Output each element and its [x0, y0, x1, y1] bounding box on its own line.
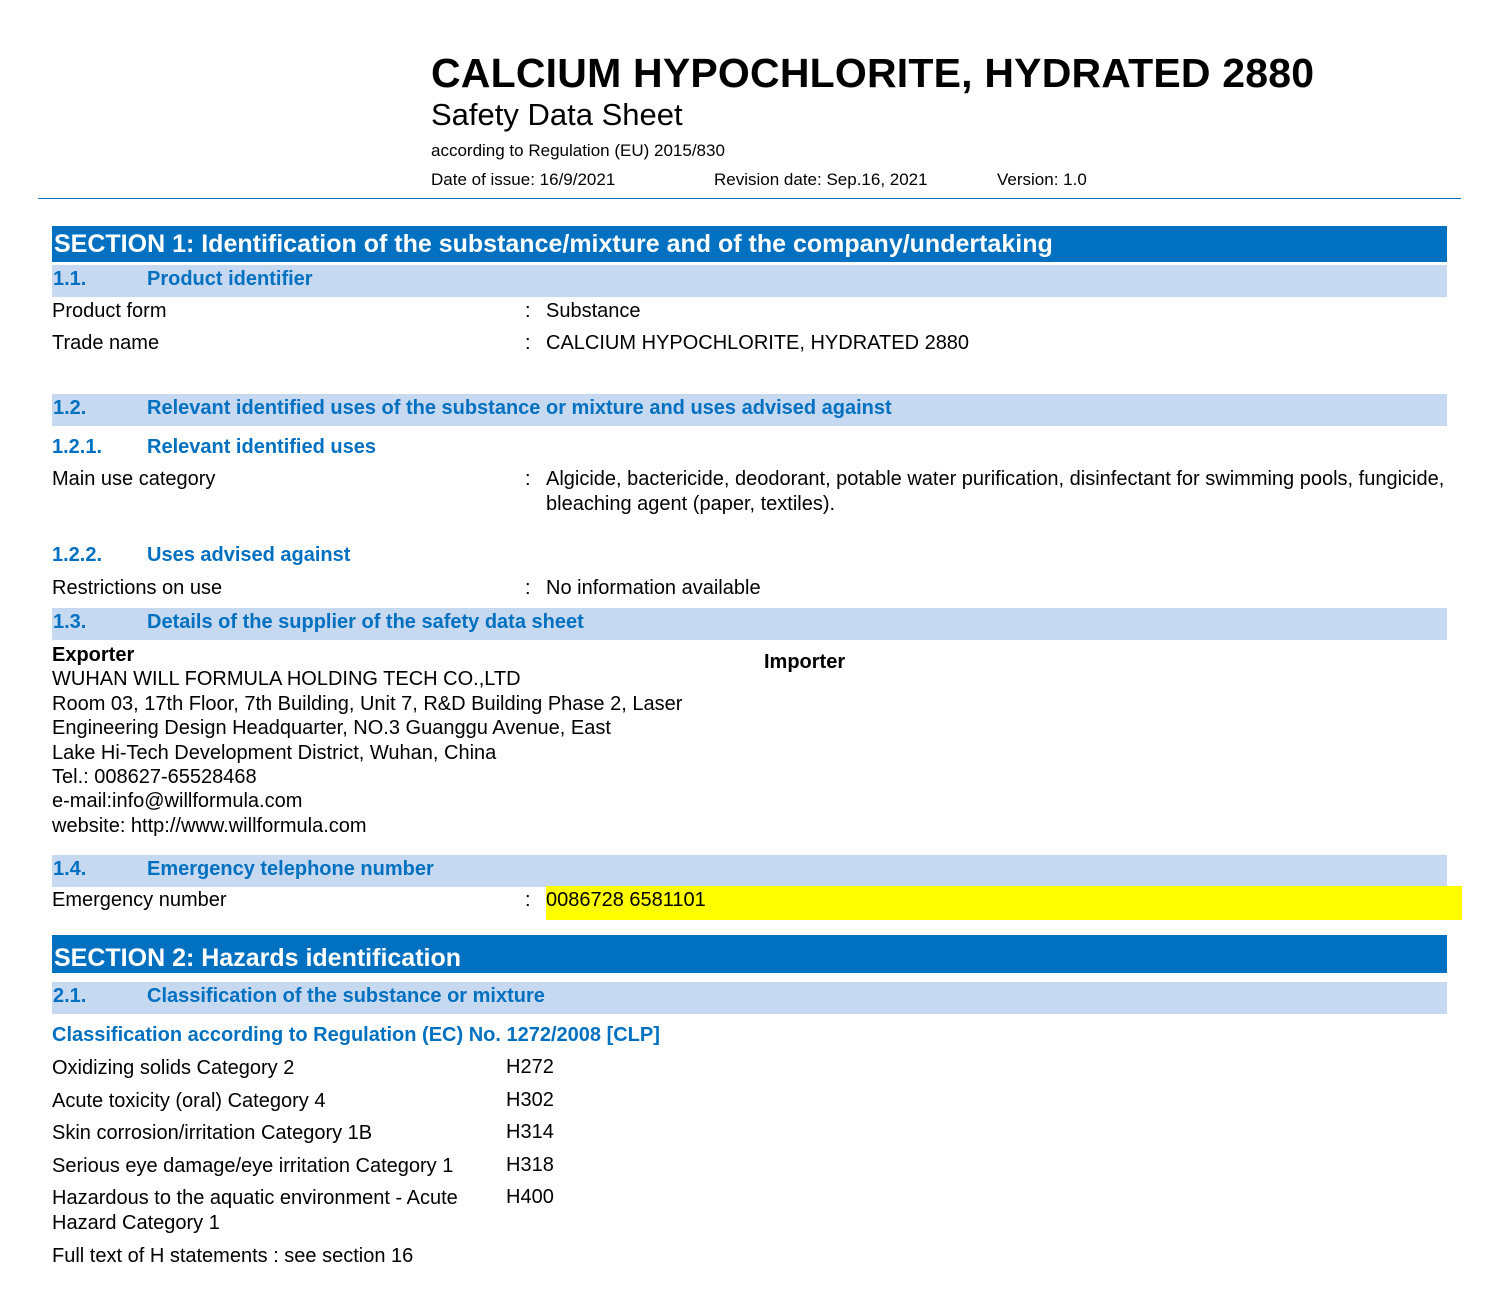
date-of-issue: Date of issue: 16/9/2021: [431, 170, 616, 189]
exporter-block: [52, 643, 682, 838]
subsection-1-2-header: [52, 394, 1447, 426]
colon: :: [525, 332, 531, 354]
classification-name: Skin corrosion/irritation Category 1B: [52, 1122, 373, 1144]
subsection-title: Uses advised against: [147, 544, 351, 566]
section-1-header: SECTION 1: Identification of the substance/mixture and of the company/undertaking: [52, 226, 1447, 262]
emergency-number-label: Emergency number: [52, 889, 227, 911]
subsection-1-3-header: [52, 608, 1447, 640]
classification-name: Acute toxicity (oral) Category 4: [52, 1090, 326, 1112]
document-subtitle: Safety Data Sheet: [431, 97, 683, 132]
hazard-code: H272: [506, 1056, 554, 1078]
importer-heading: Importer: [764, 651, 846, 673]
subsection-title: Details of the supplier of the safety data sheet: [147, 611, 584, 633]
exporter-address-line: Engineering Design Headquarter, NO.3 Guanggu Avenue, East: [52, 717, 611, 740]
trade-name-label: Trade name: [52, 332, 160, 354]
emergency-number-value: 0086728 6581101: [546, 889, 706, 911]
hazard-code: H302: [506, 1089, 554, 1111]
exporter-phone: Tel.: 008627-65528468: [52, 766, 257, 789]
subsection-1-1-header: [52, 265, 1447, 297]
product-form-value: Substance: [546, 300, 641, 322]
subsection-title: Relevant identified uses of the substance or mixture and uses advised against: [147, 397, 892, 419]
main-use-label: Main use category: [52, 468, 216, 490]
subsection-number: 1.2.1.: [52, 436, 103, 458]
restrictions-value: No information available: [546, 577, 761, 599]
colon: :: [525, 300, 531, 322]
restrictions-label: Restrictions on use: [52, 577, 223, 599]
exporter-website: website: http://www.willformula.com: [52, 814, 367, 837]
trade-name-value: CALCIUM HYPOCHLORITE, HYDRATED 2880: [546, 332, 970, 354]
clp-classification-heading: Classification according to Regulation (EC) No. 1272/2008 [CLP]: [52, 1024, 660, 1046]
exporter-company: WUHAN WILL FORMULA HOLDING TECH CO.,LTD: [52, 668, 521, 691]
colon: :: [525, 889, 531, 911]
subsection-number: 1.1.: [53, 268, 87, 290]
exporter-address-line: Lake Hi-Tech Development District, Wuhan, China: [52, 741, 497, 764]
hazard-code: H318: [506, 1154, 554, 1176]
subsection-title: Relevant identified uses: [147, 436, 376, 458]
subsection-1-2-2-heading: [52, 544, 351, 567]
version: Version: 1.0: [997, 170, 1087, 189]
product-form-label: Product form: [52, 300, 167, 322]
hazard-code: H400: [506, 1186, 554, 1208]
section-2-header: SECTION 2: Hazards identification: [52, 935, 1447, 973]
subsection-title: Product identifier: [147, 268, 313, 290]
regulation-note: according to Regulation (EU) 2015/830: [431, 141, 725, 160]
document-title: CALCIUM HYPOCHLORITE, HYDRATED 2880: [431, 50, 1315, 96]
subsection-number: 1.3.: [53, 611, 87, 633]
classification-name: Hazardous to the aquatic environment - Acute: [52, 1187, 458, 1209]
exporter-address-line: Room 03, 17th Floor, 7th Building, Unit 7, R&D Building Phase 2, Laser: [52, 692, 683, 715]
header-divider: [38, 198, 1461, 199]
subsection-number: 1.2.: [53, 397, 87, 419]
classification-name-continued: Hazard Category 1: [52, 1212, 220, 1234]
colon: :: [525, 468, 531, 490]
classification-name: Serious eye damage/eye irritation Category 1: [52, 1155, 454, 1177]
revision-date: Revision date: Sep.16, 2021: [714, 170, 928, 189]
subsection-1-2-1-heading: [52, 436, 376, 459]
subsection-number: 1.2.2.: [52, 544, 103, 566]
subsection-1-4-header: [52, 855, 1447, 887]
subsection-number: 1.4.: [53, 858, 87, 880]
subsection-title: Emergency telephone number: [147, 858, 434, 880]
exporter-email: e-mail:info@willformula.com: [52, 790, 303, 813]
subsection-title: Classification of the substance or mixture: [147, 985, 545, 1007]
classification-name: Oxidizing solids Category 2: [52, 1057, 295, 1079]
main-use-value: Algicide, bactericide, deodorant, potable water purification, disinfectant for swimming pools, fungicide, bleaching agent (paper, textiles).: [546, 468, 1445, 515]
subsection-number: 2.1.: [53, 985, 87, 1007]
exporter-heading: Exporter: [52, 644, 135, 666]
colon: :: [525, 577, 531, 599]
hazard-code: H314: [506, 1121, 554, 1143]
full-text-note: Full text of H statements : see section 16: [52, 1245, 414, 1267]
subsection-2-1-header: [52, 982, 1447, 1014]
